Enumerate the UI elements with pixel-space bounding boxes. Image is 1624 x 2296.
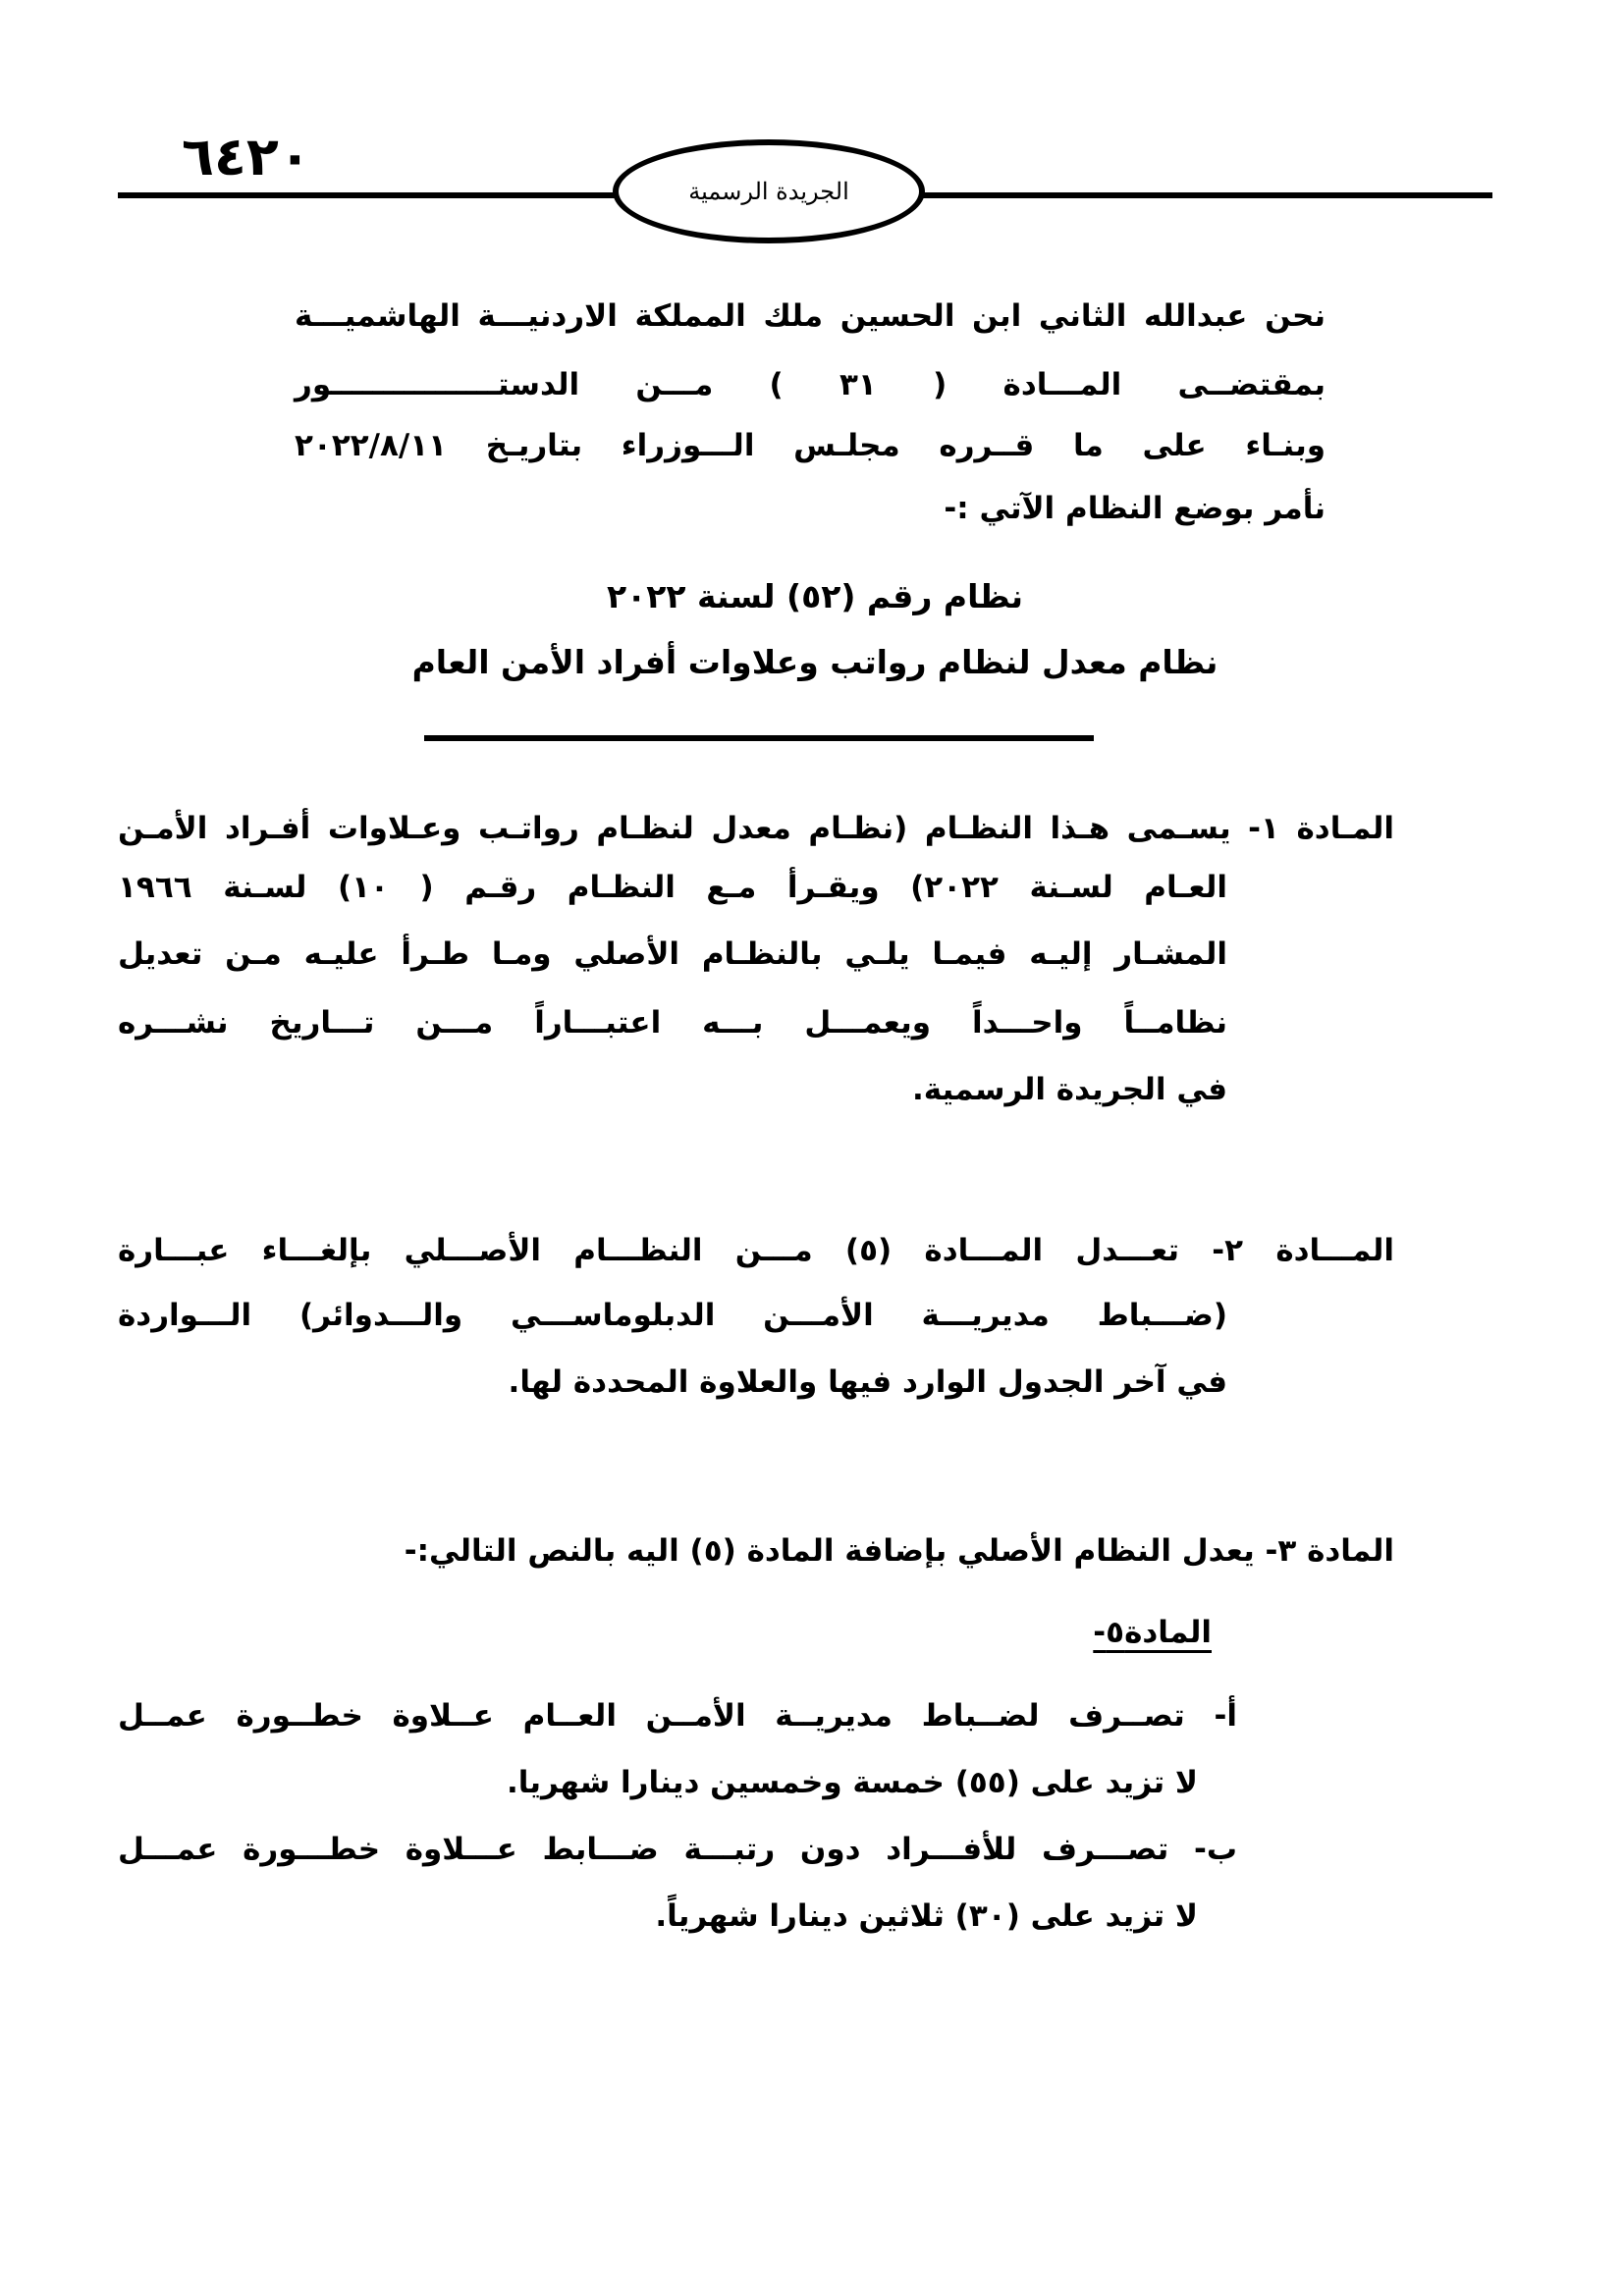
article-5-label: المادة٥- [1093,1615,1212,1650]
article-2-line: المـــادة ٢- تعـــدل المـــادة (٥) مـــن النظـــام الأصـــلي بإلغـــاء عبـــارة [118,1233,1395,1268]
article-2-line: في آخر الجدول الوارد فيها والعلاوة المحددة لها. [508,1364,1227,1400]
article-1-line: المشـار إليـه فيمـا يلـي بالنظـام الأصلي ومـا طـرأ عليـه مـن تعديل [118,936,1227,972]
gazette-name: الجريدة الرسمية [688,178,849,205]
regulation-number: نظام رقم (٥٢) لسنة ٢٠٢٢ [606,577,1024,615]
page-number: ٦٤٢٠ [182,126,311,187]
article-1-line: في الجريدة الرسمية. [911,1072,1227,1107]
article-3-line: المادة ٣- يعدل النظام الأصلي بإضافة المادة (٥) اليه بالنص التالي:- [404,1533,1394,1569]
article-1-line: نظامــاً واحـــداً ويعمـــل بـــه اعتبـــاراً مـــن تـــاريخ نشـــره [118,1005,1227,1041]
preamble-line: وبنـاء على ما قــرره مجلـس الـــوزراء بتاريـخ ٢٠٢٢/٨/١١ [295,428,1326,463]
preamble-line: نأمر بوضع النظام الآتي :- [944,491,1326,526]
article-3-item: أ- تصــرف لضــباط مديريــة الأمــن العــام عــلاوة خطــورة عمــل [118,1698,1237,1734]
article-3-item-cont: لا تزيد على (٥٥) خمسة وخمسين دينارا شهريا. [506,1765,1198,1800]
title-divider [424,735,1094,741]
article-3-item: ب- تصـــرف للأفـــراد دون رتبـــة ضـــابط عـــلاوة خطـــورة عمـــل [118,1832,1237,1867]
article-1-line: المـادة ١- يسـمى هـذا النظـام (نظـام معدل لنظـام رواتـب وعـلاوات أفـراد الأمـن [118,811,1394,846]
article-3-item-cont: لا تزيد على (٣٠) ثلاثين دينارا شهرياً. [655,1898,1198,1934]
article-1-line: العـام لسـنة ٢٠٢٢) ويقـرأ مـع النظـام رقـم ( ١٠) لسـنة ١٩٦٦ [118,870,1227,905]
preamble-line: بمقتضــى المـــادة ( ٣١ ) مـــن الدستــــــــــــــــور [295,367,1326,402]
article-2-line: (ضـــباط مديريـــة الأمـــن الدبلوماســـي والـــدوائر) الـــواردة [118,1298,1227,1333]
gazette-emblem [613,139,925,243]
regulation-title: نظام معدل لنظام رواتب وعلاوات أفراد الأمن العام [411,643,1218,681]
preamble-line: نحن عبدالله الثاني ابن الحسين ملك المملكة الاردنيـــة الهاشميـــة [295,298,1326,334]
